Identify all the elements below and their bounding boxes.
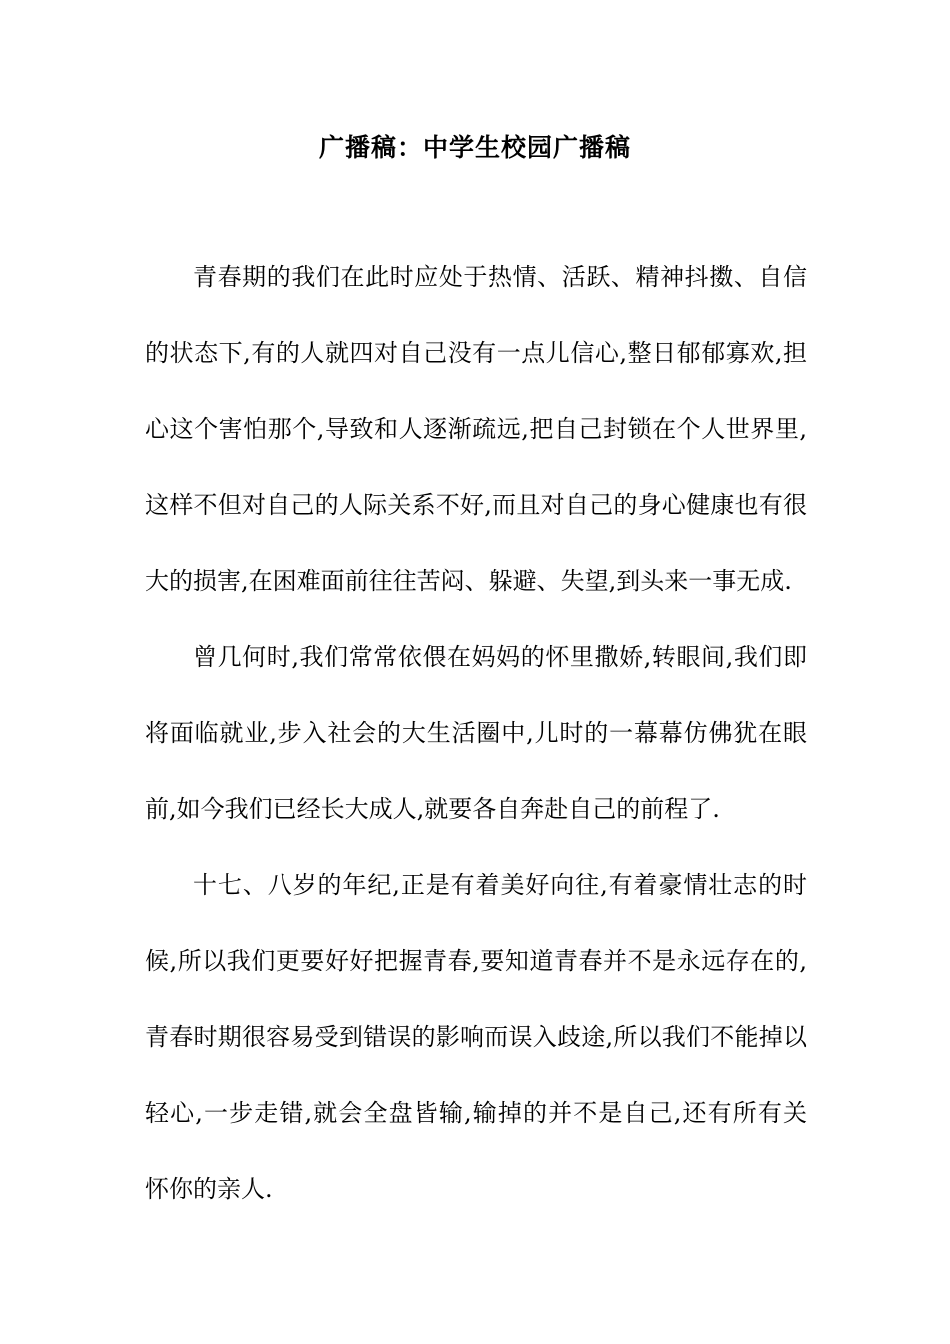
text-line: 的状态下,有的人就四对自己没有一点儿信心,整日郁郁寡欢,担 — [145, 339, 807, 367]
text-line: 将面临就业,步入社会的大生活圈中,儿时的一幕幕仿佛犹在眼 — [145, 719, 807, 747]
text-line: 心这个害怕那个,导致和人逐渐疏远,把自己封锁在个人世界里, — [145, 415, 807, 443]
text-line: 曾几何时,我们常常依偎在妈妈的怀里撒娇,转眼间,我们即 — [193, 643, 807, 671]
text-line: 青春时期很容易受到错误的影响而误入歧途,所以我们不能掉以 — [145, 1023, 807, 1051]
text-line: 这样不但对自己的人际关系不好,而且对自己的身心健康也有很 — [145, 491, 807, 519]
text-line: 怀你的亲人. — [145, 1175, 273, 1203]
text-line: 大的损害,在困难面前往往苦闷、躲避、失望,到头来一事无成. — [145, 567, 792, 595]
paragraph-1 — [145, 257, 807, 637]
paragraph-3 — [145, 865, 807, 1245]
text-line: 轻心,一步走错,就会全盘皆输,输掉的并不是自己,还有所有关 — [145, 1099, 807, 1127]
text-line: 十七、八岁的年纪,正是有着美好向往,有着豪情壮志的时 — [193, 871, 807, 899]
paragraph-2 — [145, 637, 807, 865]
document-title: 广播稿：中学生校园广播稿 — [318, 133, 631, 162]
document-body — [145, 257, 807, 1245]
text-line: 青春期的我们在此时应处于热情、活跃、精神抖擞、自信 — [193, 263, 807, 291]
text-line: 候,所以我们更要好好把握青春,要知道青春并不是永远存在的, — [145, 947, 807, 975]
text-line: 前,如今我们已经长大成人,就要各自奔赴自己的前程了. — [145, 795, 720, 823]
